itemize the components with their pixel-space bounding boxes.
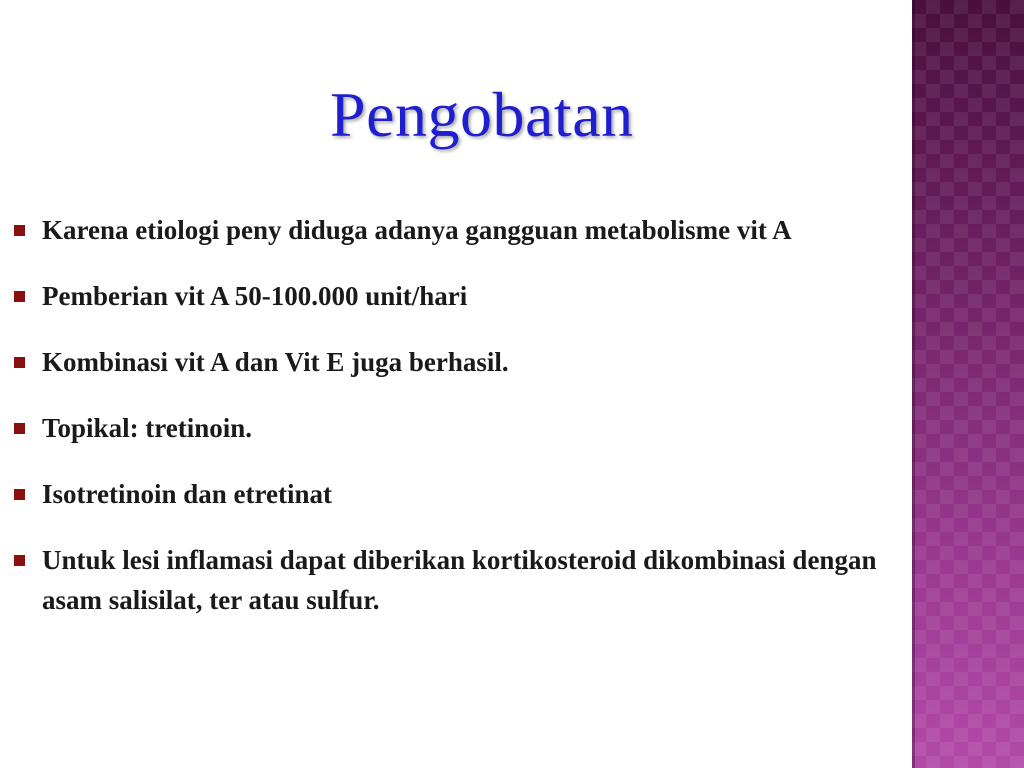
bullet-item: [14, 276, 908, 316]
decorative-side-band: [912, 0, 1024, 768]
square-bullet-icon: [14, 291, 25, 302]
bullet-text: Kombinasi vit A dan Vit E juga berhasil.: [42, 347, 509, 377]
square-bullet-icon: [14, 555, 25, 566]
bullet-text: Isotretinoin dan etretinat: [42, 479, 332, 509]
bullet-item: [14, 474, 908, 514]
bullet-item: [14, 408, 908, 448]
square-bullet-icon: [14, 225, 25, 236]
bullet-item: [14, 540, 908, 620]
bullet-text: Untuk lesi inflamasi dapat diberikan kortikosteroid dikombinasi dengan asam salisilat, ter atau sulfur.: [42, 545, 877, 615]
square-bullet-icon: [14, 489, 25, 500]
bullet-list: [14, 210, 908, 646]
slide-title: Pengobatan: [330, 79, 634, 150]
bullet-text: Karena etiologi peny diduga adanya gangguan metabolisme vit A: [42, 215, 792, 245]
bullet-item: [14, 210, 908, 250]
square-bullet-icon: [14, 423, 25, 434]
bullet-text: Pemberian vit A 50-100.000 unit/hari: [42, 281, 468, 311]
bullet-item: [14, 342, 908, 382]
square-bullet-icon: [14, 357, 25, 368]
bullet-text: Topikal: tretinoin.: [42, 413, 253, 443]
